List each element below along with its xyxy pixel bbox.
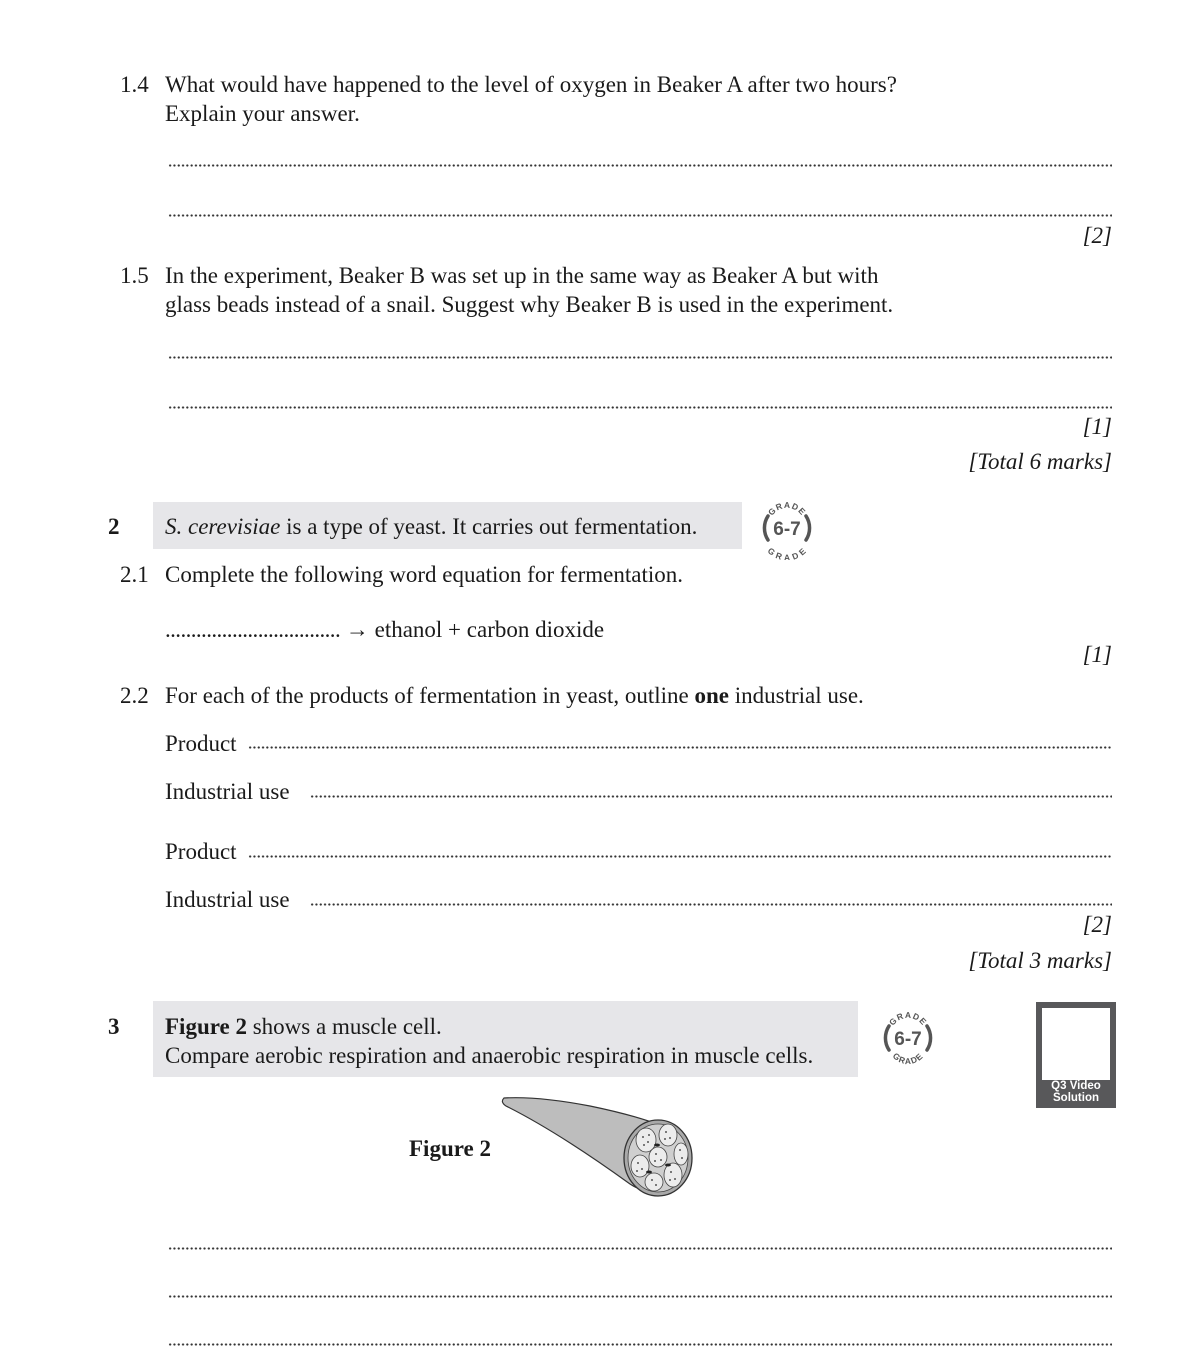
answer-line-1-4-b[interactable] [168,214,1112,217]
grade-badge-q3 [876,1006,940,1070]
question-number-2-1: 2.1 [120,562,149,587]
grade-badge-icon [755,496,819,560]
industrial-use-answer-line-2[interactable] [310,903,1112,906]
grade-badge-bottom-text: GRADE [890,1050,926,1067]
grade-badge-top-text: GRADE [886,1009,930,1028]
question-1-4-text-line2: Explain your answer. [165,101,360,126]
product-label-2: Product [165,839,237,864]
total-marks-q2: [Total 3 marks] [968,948,1112,973]
question-2-intro-box [153,502,742,549]
industrial-use-label-1: Industrial use [165,779,290,804]
industrial-use-answer-line-1[interactable] [310,795,1112,798]
figure-reference: Figure 2 [165,1014,247,1039]
marks-1-5: [1] [1082,414,1112,439]
video-solution-button[interactable] [1036,1002,1116,1108]
equation-blank[interactable]: .................................. [165,617,341,642]
total-marks-q1: [Total 6 marks] [968,449,1112,474]
svg-text:GRADE [766,545,809,560]
question-number-2-2: 2.2 [120,683,149,708]
question-2-2-text-after: industrial use. [728,683,864,708]
marks-2-2: [2] [1082,912,1112,937]
figure-2-label: Figure 2 [409,1136,491,1161]
question-2-2-text-before: For each of the products of fermentation in yeast, outline [165,683,695,708]
question-number-1-4: 1.4 [120,72,149,97]
industrial-use-label-2: Industrial use [165,887,290,912]
question-number-3: 3 [108,1014,120,1039]
question-3-intro-box [153,1001,858,1077]
answer-line-3-a[interactable] [168,1247,1112,1250]
question-2-intro-text [165,512,697,541]
grade-badge-top-text: GRADE [765,499,809,518]
grade-badge-bottom-text: GRADE [765,545,809,560]
answer-line-3-b[interactable] [168,1295,1112,1298]
question-2-2-text-bold: one [694,683,729,708]
question-number-2: 2 [108,514,120,539]
grade-badge-value: 6-7 [773,519,801,540]
answer-line-1-5-b[interactable] [168,406,1112,409]
video-solution-label-line2: Solution [1053,1092,1099,1104]
grade-badge-icon [876,1006,940,1070]
grade-badge-q2 [755,496,819,560]
product-label-1: Product [165,731,237,756]
video-solution-label-line1: Q3 Video [1051,1080,1101,1092]
species-name: S. cerevisiae [165,514,281,539]
question-3-line1-rest: shows a muscle cell. [246,1014,442,1039]
question-1-4-text-line1: What would have happened to the level of oxygen in Beaker A after two hours? [165,72,897,97]
word-equation [165,615,604,644]
product-answer-line-1[interactable] [248,746,1112,749]
marks-2-1: [1] [1082,642,1112,667]
muscle-cell-icon [498,1092,698,1202]
svg-text:GRADE [766,500,808,518]
question-number-1-5: 1.5 [120,263,149,288]
question-2-intro-rest: is a type of yeast. It carries out fermentation. [280,514,698,539]
svg-text:GRADE [891,1051,925,1066]
answer-line-1-5-a[interactable] [168,356,1112,359]
question-1-5-text-line1: In the experiment, Beaker B was set up in the same way as Beaker A but with [165,263,879,288]
question-3-line1 [165,1012,442,1041]
question-3-line2: Compare aerobic respiration and anaerobic respiration in muscle cells. [165,1043,814,1068]
answer-line-1-4-a[interactable] [168,164,1112,167]
video-qr-placeholder [1042,1008,1110,1080]
marks-1-4: [2] [1082,223,1112,248]
video-solution-label [1036,1080,1116,1104]
question-1-5-text-line2: glass beads instead of a snail. Suggest why Beaker B is used in the experiment. [165,292,894,317]
grade-badge-value: 6-7 [894,1029,922,1050]
question-2-2-text [165,681,864,710]
equation-products: → ethanol + carbon dioxide [340,617,605,642]
answer-line-3-c[interactable] [168,1343,1112,1346]
svg-text:GRADE [887,1010,929,1028]
product-answer-line-2[interactable] [248,855,1112,858]
question-2-1-text: Complete the following word equation for fermentation. [165,562,684,587]
